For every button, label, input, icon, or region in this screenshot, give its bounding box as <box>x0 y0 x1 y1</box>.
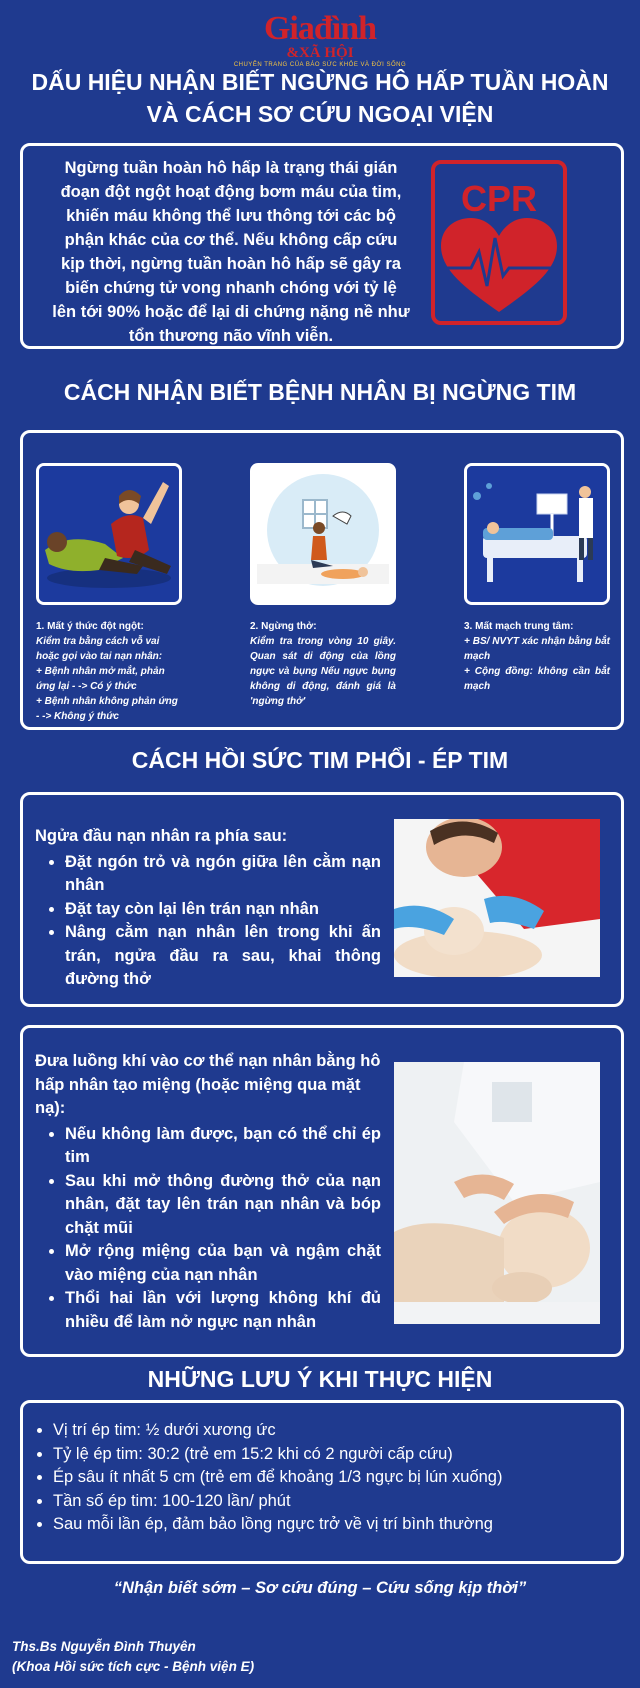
sign-card-breathing <box>250 463 396 605</box>
list-item: • Đặt tay còn lại lên trán nạn nhân <box>65 898 381 922</box>
section-title-cpr: CÁCH HỒI SỨC TIM PHỔI - ÉP TIM <box>131 747 509 773</box>
section-title-notes: NHỮNG LƯU Ý KHI THỰC HIỆN <box>147 1366 493 1392</box>
cpr-heart-icon <box>431 160 567 325</box>
list-item: • Tỷ lệ ép tim: 30:2 (trẻ em 15:2 khi có 2 người cấp cứu) <box>53 1443 621 1467</box>
sign-body: Kiểm tra bằng cách vỗ vai hoặc gọi vào tai nạn nhân: + Bệnh nhân mở mắt, phản ứng lại - -> Có ý thức + Bệnh nhân không phản ứng - -> Không ý thức <box>36 636 178 722</box>
list-item: • Mở rộng miệng của bạn và ngậm chặt vào miệng của nạn nhân <box>65 1240 381 1287</box>
unconscious-person-illustration <box>39 466 179 602</box>
intro-text: Ngừng tuần hoàn hô hấp là trạng thái gián đoạn đột ngột hoạt động bơm máu của tim, khiến máu không thể lưu thông tới các bộ phận khác của cơ thể. Nếu không cấp cứu kịp thời, ngừng tuần hoàn hô hấp sẽ gây ra biến chứng tử vong nhanh chóng với tỷ lệ lên tới 90% hoặc để lại di chứng nặng nề như tổn thương não vĩnh viễn. <box>52 159 410 345</box>
list-item: • Nếu không làm được, bạn có thể chỉ ép tim <box>65 1123 381 1170</box>
sign-card-unconscious <box>36 463 182 605</box>
sign-title: 3. Mất mạch trung tâm: <box>464 621 574 632</box>
list-item: • Thổi hai lần với lượng không khí đủ nhiều để làm nở ngực nạn nhân <box>65 1287 381 1334</box>
signs-box <box>20 430 624 730</box>
logo-brand: Giađình <box>263 10 377 47</box>
list-item: • Sau mỗi lần ép, đảm bảo lồng ngực trở về vị trí bình thường <box>53 1513 621 1537</box>
sign-desc-pulse <box>464 619 610 694</box>
intro-box <box>20 143 624 349</box>
sign-card-pulse <box>464 463 610 605</box>
sign-title: 2. Ngừng thở: <box>250 621 317 632</box>
rescue-breathing-photo <box>394 1062 600 1324</box>
hospital-bed-illustration <box>467 466 607 602</box>
list-item: • Sau khi mở thông đường thở của nạn nhân, đặt tay lên trán nạn nhân và bóp chặt mũi <box>65 1170 381 1241</box>
step2-text <box>35 1050 381 1334</box>
logo-sub: &XÃ HỘI <box>286 45 354 61</box>
step1-lead: Ngửa đầu nạn nhân ra phía sau: <box>35 827 288 845</box>
cpr-step1-box <box>20 792 624 1007</box>
notes-list <box>53 1419 621 1537</box>
page-title: DẤU HIỆU NHẬN BIẾT NGỪNG HÔ HẤP TUẦN HOÀN VÀ CÁCH SƠ CỨU NGOẠI VIỆN <box>31 69 609 127</box>
list-item: • Vị trí ép tim: ½ dưới xương ức <box>53 1419 621 1443</box>
step1-list <box>65 851 381 992</box>
notes-box <box>20 1400 624 1564</box>
sign-desc-unconscious <box>36 619 182 724</box>
step1-text <box>35 825 381 992</box>
brand-logo <box>0 12 640 68</box>
sign-body: + BS/ NVYT xác nhận bằng bắt mạch + Cộng đồng: không cần bắt mạch <box>464 636 610 692</box>
cpr-icon-label: CPR <box>460 178 537 219</box>
author-credit <box>12 1637 254 1677</box>
sign-body: Kiểm tra trong vòng 10 giây. Quan sát di động của lồng ngực và bụng Nếu ngực bụng không di động, đánh giá là 'ngừng thở' <box>250 636 396 707</box>
step2-list <box>65 1123 381 1335</box>
breathing-check-illustration <box>253 466 393 602</box>
list-item: • Đặt ngón trỏ và ngón giữa lên cằm nạn nhân <box>65 851 381 898</box>
step2-lead: Đưa luồng khí vào cơ thể nạn nhân bằng hô hấp nhân tạo miệng (hoặc miệng qua mặt nạ): <box>35 1052 381 1117</box>
author-affiliation: (Khoa Hồi sức tích cực - Bệnh viện E) <box>12 1659 255 1674</box>
cpr-step2-box <box>20 1025 624 1357</box>
slogan-quote: “Nhận biết sớm – Sơ cứu đúng – Cứu sống kịp thời” <box>113 1579 527 1597</box>
airway-photo <box>394 819 600 977</box>
sign-title: 1. Mất ý thức đột ngột: <box>36 621 144 632</box>
list-item: • Ép sâu ít nhất 5 cm (trẻ em để khoảng 1/3 ngực bị lún xuống) <box>53 1466 621 1490</box>
list-item: • Tần số ép tim: 100-120 lần/ phút <box>53 1490 621 1514</box>
sign-desc-breathing <box>250 619 396 709</box>
mouth-to-mouth-photo-illustration <box>394 1062 600 1324</box>
author-name: Ths.Bs Nguyễn Đình Thuyên <box>12 1639 196 1654</box>
heart-ecg-icon <box>435 216 563 316</box>
logo-tagline: CHUYÊN TRANG CỦA BÁO SỨC KHỎE VÀ ĐỜI SỐNG <box>233 62 407 68</box>
section-title-signs: CÁCH NHẬN BIẾT BỆNH NHÂN BỊ NGỪNG TIM <box>63 379 577 405</box>
head-tilt-photo-illustration <box>394 819 600 977</box>
list-item: • Nâng cằm nạn nhân lên trong khi ấn trán, ngửa đầu ra sau, khai thông đường thở <box>65 921 381 992</box>
